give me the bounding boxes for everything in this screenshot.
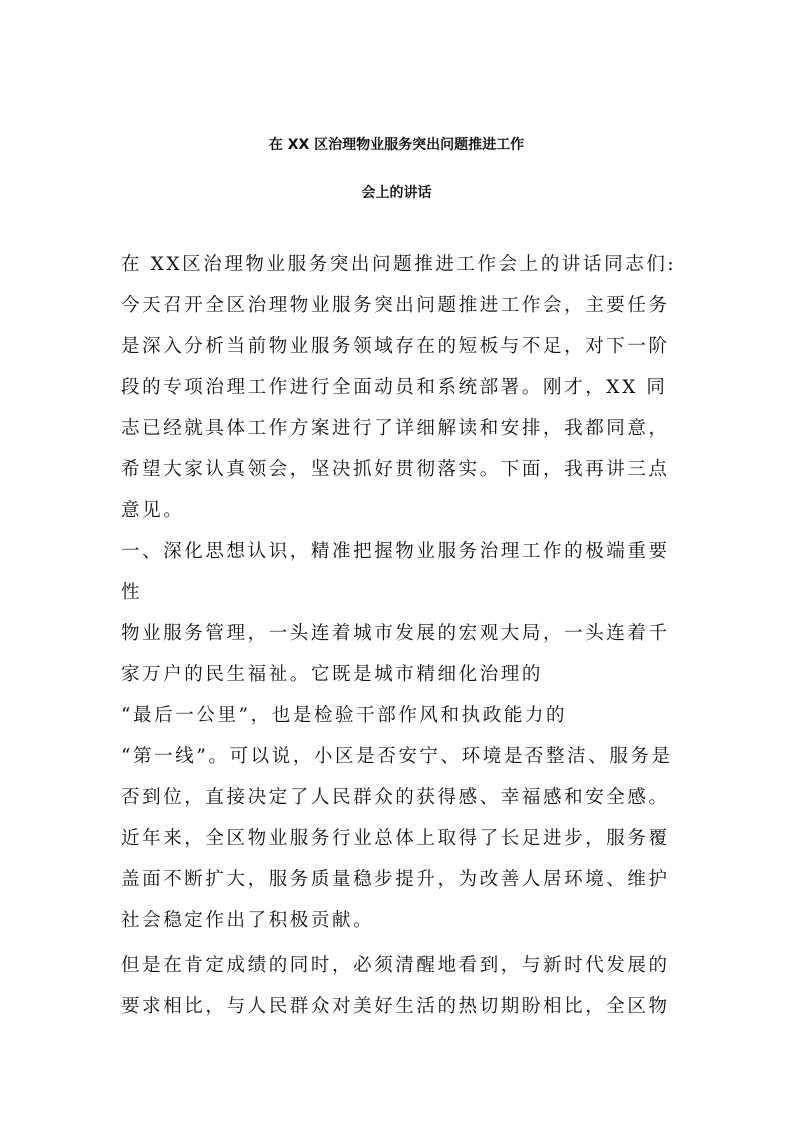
body-line: 意见。 [121,500,185,521]
body-line: 物业服务管理，一头连着城市发展的宏观大局，一头连着千 [121,623,670,644]
body-line: 否到位，直接决定了人民群众的获得感、幸福感和安全感。 [121,787,670,808]
body-line: 在 XX区治理物业服务突出问题推进工作会上的讲话同志们: [121,254,677,275]
body-line: 志已经就具体工作方案进行了详细解读和安排，我都同意， [121,418,670,439]
document-title-line-2: 会上的讲话 [361,185,432,201]
section-heading: 一、深化思想认识，精准把握物业服务治理工作的极端重要 [121,541,670,562]
section-heading: 性 [121,582,143,603]
body-line: 希望大家认真领会，坚决抓好贯彻落实。下面，我再讲三点 [121,459,670,480]
body-line: 但是在肯定成绩的同时，必须清醒地看到，与新时代发展的 [121,955,670,976]
body-line: 社会稳定作出了积极贡献。 [121,910,375,931]
body-line: “第一线”。可以说，小区是否安宁、环境是否整洁、服务是 [121,746,673,767]
body-line: 近年来，全区物业服务行业总体上取得了长足进步，服务覆 [121,828,670,849]
body-line: 段的专项治理工作进行全面动员和系统部署。刚才，XX 同 [121,377,668,398]
body-line: 今天召开全区治理物业服务突出问题推进工作会，主要任务 [121,295,670,316]
body-line: “最后一公里”，也是检验干部作风和执政能力的 [121,705,568,726]
body-line: 要求相比，与人民群众对美好生活的热切期盼相比，全区物 [121,996,670,1017]
body-line: 是深入分析当前物业服务领域存在的短板与不足，对下一阶 [121,336,670,357]
document-title-line-1: 在 XX 区治理物业服务突出问题推进工作 [268,137,525,153]
body-line: 家万户的民生福祉。它既是城市精细化治理的 [121,664,544,685]
body-line: 盖面不断扩大，服务质量稳步提升，为改善人居环境、维护 [121,869,670,890]
